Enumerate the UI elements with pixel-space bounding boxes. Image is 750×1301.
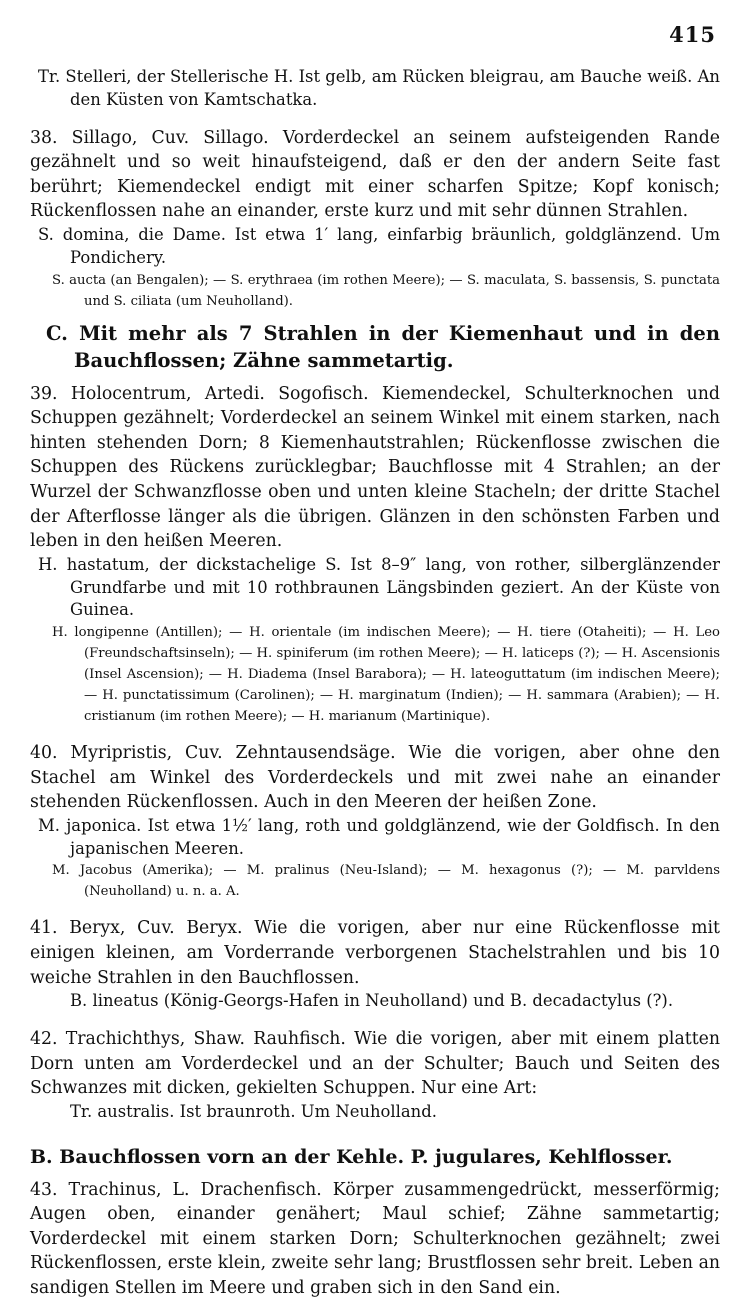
genus-holocentrum: 39. Holocentrum, Artedi. Sogofisch. Kiemendeckel, Schulterknochen und Schuppen gezähnelt; Vorderdeckel an seinem Winkel mit einem starken, nach hinten stehenden Dorn; 8 Kiemenhautstrahlen; Rückenflosse zwischen die Schuppen des Rückens zurücklegbar; Bauchflosse mit 4 Strahlen; an der Wurzel der Schwanzflosse oben und unten kleine Stacheln; der dritte Stachel der Afterflosse länger als die übrigen. Glänzen in den schönsten Farben und leben in den heißen Meeren. — [30, 383, 720, 552]
minor-species-holocentrum: H. longipenne (Antillen); — H. orientale (im indischen Meere); — H. tiere (Otaheiti); — H. Leo (Freundschaftsinseln); — H. spiniferum (im rothen Meere); — H. laticeps (?); — H. Ascensionis (Insel Ascension); — H. Diadema (Insel Barabora); — H. lateoguttatum (im indischen Meere); — H. punctatissimum (Carolinen); — H. marginatum (Indien); — H. sammara (Arabien); — H. cristianum (im rothen Meere); — H. marianum (Martinique). — [52, 625, 720, 725]
genus-trachichthys: 42. Trachichthys, Shaw. Rauhfisch. Wie die vorigen, aber mit einem platten Dorn unten am Vorderdeckel und an der Schulter; Bauch und Seiten des Schwanzes mit dicken, gekielten Schuppen. Nur eine Art: — [30, 1029, 720, 1099]
species-s-domina: S. domina, die Dame. Ist etwa 1′ lang, einfarbig bräunlich, goldglänzend. Um Pondichery. — [38, 224, 720, 267]
species-b-lineatus: B. lineatus (König-Georgs-Hafen in Neuholland) und B. decadactylus (?). — [70, 991, 674, 1011]
section-heading-b: B. Bauchflossen vorn an der Kehle. P. jugulares, Kehlflosser. — [30, 1145, 673, 1168]
species-h-hastatum: H. hastatum, der dickstachelige S. Ist 8–9″ lang, von rother, silberglänzender Grundfarbe und mit 10 rothbraunen Längsbinden geziert. An der Küste von Guinea. — [38, 554, 720, 620]
page-number: 415 — [669, 22, 716, 47]
minor-species-myripristis: M. Jacobus (Amerika); — M. pralinus (Neu-Island); — M. hexagonus (?); — M. parvldens (Neuholland) u. n. a. A. — [52, 863, 720, 900]
section-heading-c: C. Mit mehr als 7 Strahlen in der Kiemenhaut und in den Bauchflossen; Zähne sammetartig. — [46, 321, 720, 372]
species-m-japonica: M. japonica. Ist etwa 1½′ lang, roth und goldglänzend, wie der Goldfisch. In den japanischen Meeren. — [38, 815, 720, 858]
genus-beryx: 41. Beryx, Cuv. Beryx. Wie die vorigen, aber nur eine Rückenflosse mit einigen kleinen, am Vorderrande verborgenen Stachelstrahlen und bis 10 weiche Strahlen in den Bauchflossen. — [30, 918, 720, 988]
minor-species-sillago: S. aucta (an Bengalen); — S. erythraea (im rothen Meere); — S. maculata, S. bassensis, S. punctata und S. ciliata (um Neuholland). — [52, 272, 720, 309]
species-tr-stelleri: Tr. Stelleri, der Stellerische H. Ist gelb, am Rücken bleigrau, am Bauche weiß. An den Küsten von Kamtschatka. — [38, 67, 720, 109]
genus-sillago: 38. Sillago, Cuv. Sillago. Vorderdeckel an seinem aufsteigenden Rande gezähnelt und so weit hinaufsteigend, daß er den der andern Seite fast berührt; Kiemendeckel endigt mit einer scharfen Spitze; Kopf konisch; Rückenflossen nahe an einander, erste kurz und mit sehr dünnen Strahlen. — [30, 127, 720, 222]
species-tr-australis: Tr. australis. Ist braunroth. Um Neuholland. — [70, 1101, 437, 1121]
genus-myripristis: 40. Myripristis, Cuv. Zehntausendsäge. Wie die vorigen, aber ohne den Stachel am Winkel des Vorderdeckels und mit zwei nahe an einander stehenden Rückenflossen. Auch in den Meeren der heißen Zone. — [30, 743, 720, 813]
genus-trachinus: 43. Trachinus, L. Drachenfisch. Körper zusammengedrückt, messerförmig; Augen oben, einander genähert; Maul schief; Zähne sammetartig; Vorderdeckel mit einem starken Dorn; Schulterknochen gezähnelt; zwei Rückenflossen, erste klein, zweite sehr lang; Brustflossen sehr breit. Leben an sandigen Stellen im Meere und graben sich in den Sand ein. — [30, 1179, 720, 1299]
